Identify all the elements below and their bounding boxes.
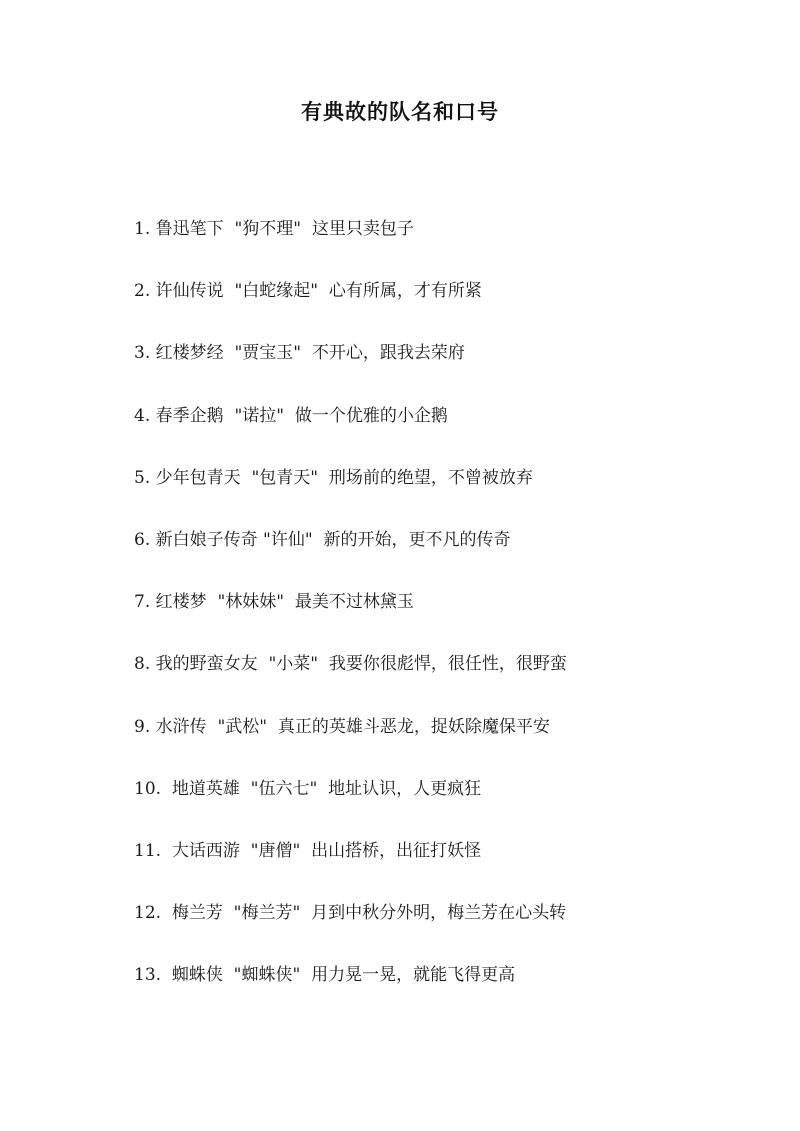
list-item (134, 525, 567, 587)
item-number: 3. (134, 343, 151, 364)
item-slogan: 最美不过林黛玉 (294, 592, 414, 613)
document-title: 有典故的队名和口号 (301, 99, 499, 124)
list-item (134, 649, 567, 711)
item-number: 1. (134, 219, 151, 239)
item-number: 9. (134, 716, 151, 737)
item-number: 5. (134, 467, 151, 488)
item-slogan: 新的开始，更不凡的传奇 (323, 529, 511, 550)
item-number: 7. (134, 592, 151, 613)
item-slogan: 出山搭桥，出征打妖怪 (311, 840, 482, 861)
item-source: 梅兰芳 (171, 903, 223, 924)
list-item (134, 401, 567, 463)
list-item (134, 960, 567, 1022)
item-slogan: 真正的英雄斗恶龙，捉妖除魔保平安 (277, 716, 550, 737)
item-team-name: "梅兰芳" (233, 903, 301, 924)
item-slogan: 月到中秋分外明，梅兰芳在心头转 (311, 903, 567, 924)
item-source: 大话西游 (171, 840, 240, 861)
item-team-name: "林妹妹" (217, 592, 285, 613)
list-item (134, 214, 567, 276)
item-number: 12. (134, 903, 162, 924)
item-slogan: 心有所属，才有所紧 (328, 281, 482, 302)
item-source: 我的野蛮女友 (155, 654, 258, 675)
item-number: 6. (134, 529, 151, 550)
item-team-name: "白蛇缘起" (234, 281, 319, 302)
item-source: 地道英雄 (171, 778, 240, 799)
item-source: 红楼梦经 (155, 343, 224, 364)
item-team-name: "唐僧" (250, 840, 301, 861)
item-slogan: 地址认识，人更疯狂 (328, 778, 482, 799)
item-slogan: 我要你很彪悍，很任性，很野蛮 (328, 654, 567, 675)
item-team-name: "狗不理" (234, 219, 302, 239)
item-number: 8. (134, 654, 151, 675)
list-item (134, 774, 567, 836)
item-team-name: "武松" (217, 716, 268, 737)
item-source: 红楼梦 (155, 592, 207, 613)
list-item (134, 338, 567, 400)
item-slogan: 做一个优雅的小企鹅 (294, 405, 448, 426)
list-item (134, 836, 567, 898)
team-name-list (134, 214, 567, 1022)
item-slogan: 不开心，跟我去荣府 (311, 343, 465, 364)
item-number: 4. (134, 405, 151, 426)
item-source: 少年包青天 (155, 467, 241, 488)
item-source: 蜘蛛侠 (171, 965, 223, 986)
item-team-name: "许仙" (263, 529, 313, 550)
item-source: 新白娘子传奇 (155, 529, 258, 550)
item-team-name: "伍六七" (250, 778, 318, 799)
item-source: 鲁迅笔下 (155, 219, 224, 239)
list-item (134, 587, 567, 649)
item-team-name: "蜘蛛侠" (233, 965, 301, 986)
item-team-name: "诺拉" (234, 405, 285, 426)
list-item (134, 712, 567, 774)
item-number: 10. (134, 778, 162, 799)
item-source: 许仙传说 (155, 281, 224, 302)
item-number: 2. (134, 281, 151, 302)
item-slogan: 刑场前的绝望，不曾被放弃 (328, 467, 533, 488)
list-item (134, 898, 567, 960)
item-source: 水浒传 (155, 716, 207, 737)
list-item (134, 463, 567, 525)
item-team-name: "包青天" (251, 467, 319, 488)
item-source: 春季企鹅 (155, 405, 224, 426)
item-number: 13. (134, 965, 162, 986)
item-slogan: 这里只卖包子 (311, 219, 414, 239)
item-slogan: 用力晃一晃，就能飞得更高 (311, 965, 516, 986)
item-number: 11. (134, 840, 162, 861)
item-team-name: "贾宝玉" (234, 343, 302, 364)
list-item (134, 276, 567, 338)
item-team-name: "小菜" (268, 654, 319, 675)
